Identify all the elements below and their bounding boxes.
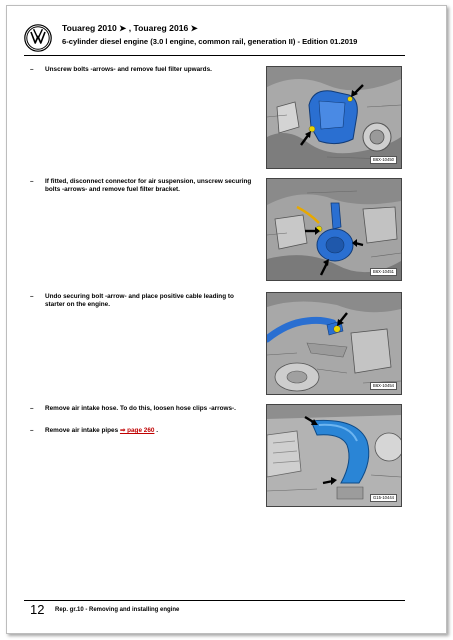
- instruction-step: [30, 178, 255, 194]
- figure-id: B6X-10450: [370, 156, 397, 164]
- footer-chapter: Rep. gr.10 - Removing and installing engine: [55, 607, 180, 613]
- instruction-step: [30, 293, 255, 309]
- instruction-step: [30, 427, 255, 435]
- step-text-suffix: .: [154, 427, 158, 434]
- step-text: If fitted, disconnect connector for air suspension, unscrew securing bolts -arrows- and remove fuel filter bracket.: [45, 178, 252, 193]
- step-text: Unscrew bolts -arrows- and remove fuel filter upwards.: [45, 66, 212, 73]
- vw-logo-icon: [24, 24, 52, 52]
- page-number: 12: [30, 602, 45, 617]
- figure-id: B6X-10454: [370, 382, 397, 390]
- figure-air-intake-hose: [266, 404, 402, 507]
- figure-fuel-filter: [266, 66, 402, 169]
- step-dash: –: [30, 178, 34, 185]
- step-dash: –: [30, 405, 34, 412]
- step-text: Undo securing bolt -arrow- and place positive cable leading to starter on the engine.: [45, 293, 234, 308]
- figure-positive-cable: [266, 292, 402, 395]
- footer-rule: [24, 600, 405, 601]
- figure-id: G15-10444: [370, 494, 397, 502]
- instruction-step: [30, 405, 255, 413]
- instruction-step: [30, 66, 255, 74]
- step-dash: –: [30, 427, 34, 434]
- step-text: Remove air intake pipes: [45, 427, 120, 434]
- figure-fuel-filter-bracket: [266, 178, 402, 281]
- bracket-illustration: [267, 179, 401, 280]
- figure-id: B6X-10451: [370, 268, 397, 276]
- document-title: Touareg 2010 ➤ , Touareg 2016 ➤: [62, 23, 198, 33]
- header-rule: [24, 55, 405, 56]
- positive-cable-illustration: [267, 293, 401, 394]
- air-intake-illustration: [267, 405, 401, 506]
- page-reference-link[interactable]: ⇒ page 260: [119, 427, 155, 434]
- step-dash: –: [30, 66, 34, 73]
- fuel-filter-illustration: [267, 67, 401, 168]
- step-dash: –: [30, 293, 34, 300]
- document-subtitle: 6-cylinder diesel engine (3.0 l engine, common rail, generation II) - Edition 01.2019: [62, 37, 358, 46]
- step-text: Remove air intake hose. To do this, loosen hose clips -arrows-.: [45, 405, 236, 412]
